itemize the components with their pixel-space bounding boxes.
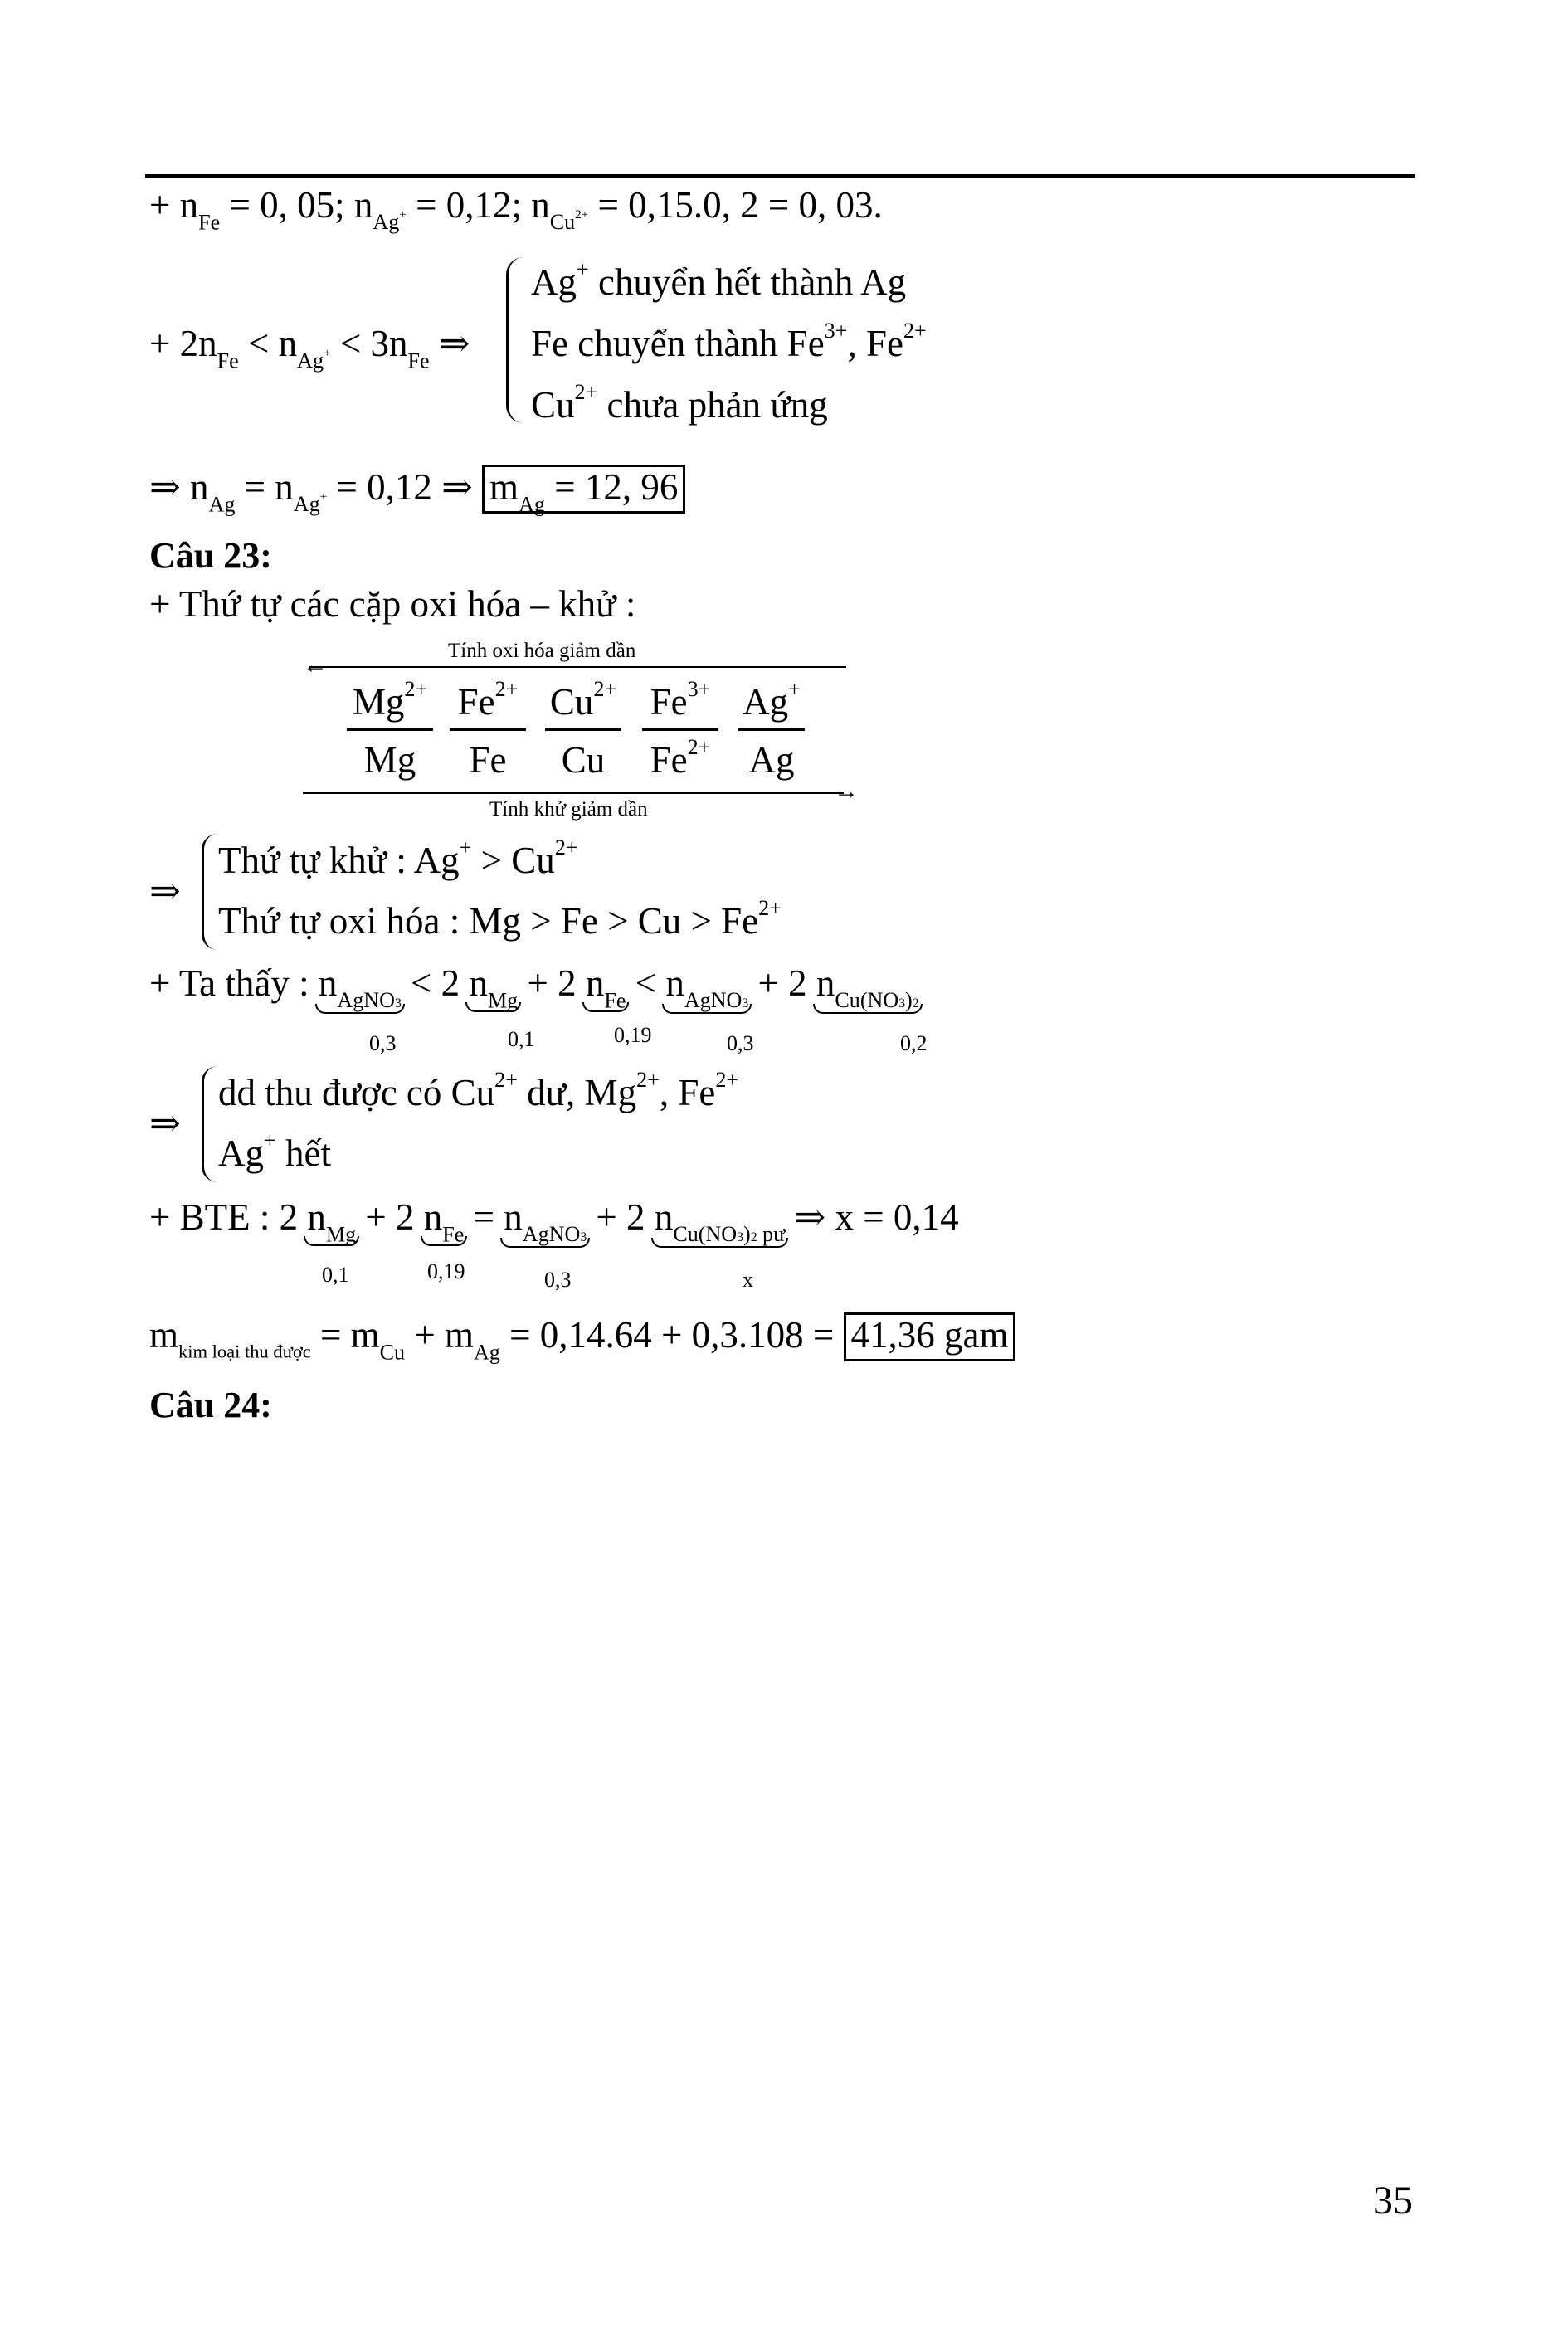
brace-label-mg: 0,1 <box>508 1027 535 1051</box>
line-result-ag: ⇒ $n_{Ag} = n_{Ag^+} = 0,12$ ⇒ $m_{Ag} = 12$, 96 <box>149 465 685 514</box>
bte-label-mg: 0,1 <box>322 1263 349 1287</box>
line-comparison: + $2n_{Fe} < n_{Ag^+} < 3n_{Fe}$ ⇒ <box>149 323 470 373</box>
pair-fraction-line-1 <box>450 728 526 731</box>
pair-oxidant-3: $Fe^{3+}$ <box>650 676 711 723</box>
brace-label-agno3-2: 0,3 <box>727 1031 754 1055</box>
brace-label-agno3: 0,3 <box>369 1031 397 1055</box>
dd-arrow: ⇒ <box>149 1103 181 1144</box>
bte-label-fe: 0,19 <box>427 1259 465 1283</box>
header-rule <box>145 174 1415 178</box>
answer-box-mass: 41,36 gam <box>844 1312 1016 1361</box>
line-moles: + $n_{Fe} = 0$, 05; $n_{Ag^+} = 0,12$; $n_{Cu^{2+}} = 0,15.0$, 2 = 0, 03. <box>149 184 883 235</box>
brace-order <box>202 834 217 950</box>
oxidation-arrow <box>309 666 846 668</box>
oxidation-label: Tính oxi hóa giảm dần <box>448 640 636 662</box>
solution-contents: dd thu được có $Cu^{2+}$ dư, $Mg^{2+}$, $Fe^{2+}$ <box>218 1067 739 1113</box>
case-fe: Fe chuyển thành $Fe^{3+}$, $Fe^{2+}$ <box>531 318 927 364</box>
bte-label-x: x <box>743 1268 753 1292</box>
pair-oxidant-0: $Mg^{2+}$ <box>352 676 428 723</box>
pair-fraction-line-3 <box>642 728 718 731</box>
reduction-arrow <box>303 792 844 794</box>
pair-reductant-1: Fe <box>469 739 507 781</box>
pair-fraction-line-0 <box>347 728 433 731</box>
brace-solution <box>202 1066 217 1182</box>
line-ta-thay: + Ta thấy : $n_{AgNO3} < 2$ $n_{Mg} + 2$ $n_{Fe} < n_{AgNO3} + 2$ $n_{Cu(NO3)2}$ <box>149 962 919 1013</box>
line-bte: + BTE : 2 $n_{Mg} + 2$ $n_{Fe} = n_{AgNO3} + 2$ $n_{Cu(NO3)2 pư}$ ⇒ x = 0,14 <box>149 1196 959 1247</box>
brace-label-cuno3: 0,2 <box>900 1031 928 1055</box>
order-arrow: ⇒ <box>149 870 181 912</box>
case-cu: $Cu^{2+}$ chưa phản ứng <box>531 379 828 426</box>
line-final-mass: $m_{kim loại thu được} = m_{Cu} + m_{Ag} = 0,14.64 + 0,3.108 = 41,36$ gam <box>149 1312 1015 1361</box>
brace-cases <box>506 257 523 423</box>
pair-oxidant-4: Ag+ <box>743 676 801 723</box>
pair-fraction-line-4 <box>738 728 805 731</box>
reduction-label: Tính khử giảm dần <box>489 798 648 821</box>
pair-fraction-line-2 <box>545 728 621 731</box>
order-reduction: Thứ tự khử : $Ag^+ > Cu^{2+}$ <box>218 835 578 881</box>
answer-box-ag: $m_{Ag} = 12$, 96 <box>482 465 685 514</box>
order-oxidation: Thứ tự oxi hóa : $Mg > Fe > Cu > Fe^{2+}$ <box>218 895 782 942</box>
reduction-arrowhead-icon: → <box>834 777 859 805</box>
question-24-heading: Câu 24: <box>149 1385 272 1425</box>
pair-oxidant-2: $Cu^{2+}$ <box>549 676 617 723</box>
solution-ag: Ag+ hết <box>218 1127 331 1174</box>
pair-reductant-2: Cu <box>561 739 606 781</box>
oxidation-arrowhead-icon: ← <box>303 651 328 679</box>
brace-label-fe: 0,19 <box>614 1023 652 1047</box>
case-ag: Ag+ chuyển hết thành Ag <box>531 256 907 303</box>
pair-reductant-4: Ag <box>748 739 795 781</box>
order-title: + Thứ tự các cặp oxi hóa – khử : <box>149 583 636 625</box>
bte-label-agno3: 0,3 <box>544 1268 572 1292</box>
pair-oxidant-1: $Fe^{2+}$ <box>457 676 519 723</box>
question-23-heading: Câu 23: <box>149 535 272 576</box>
page-number: 35 <box>1373 2179 1413 2223</box>
pair-reductant-3: $Fe^{2+}$ <box>650 734 711 781</box>
pair-reductant-0: Mg <box>363 739 416 781</box>
